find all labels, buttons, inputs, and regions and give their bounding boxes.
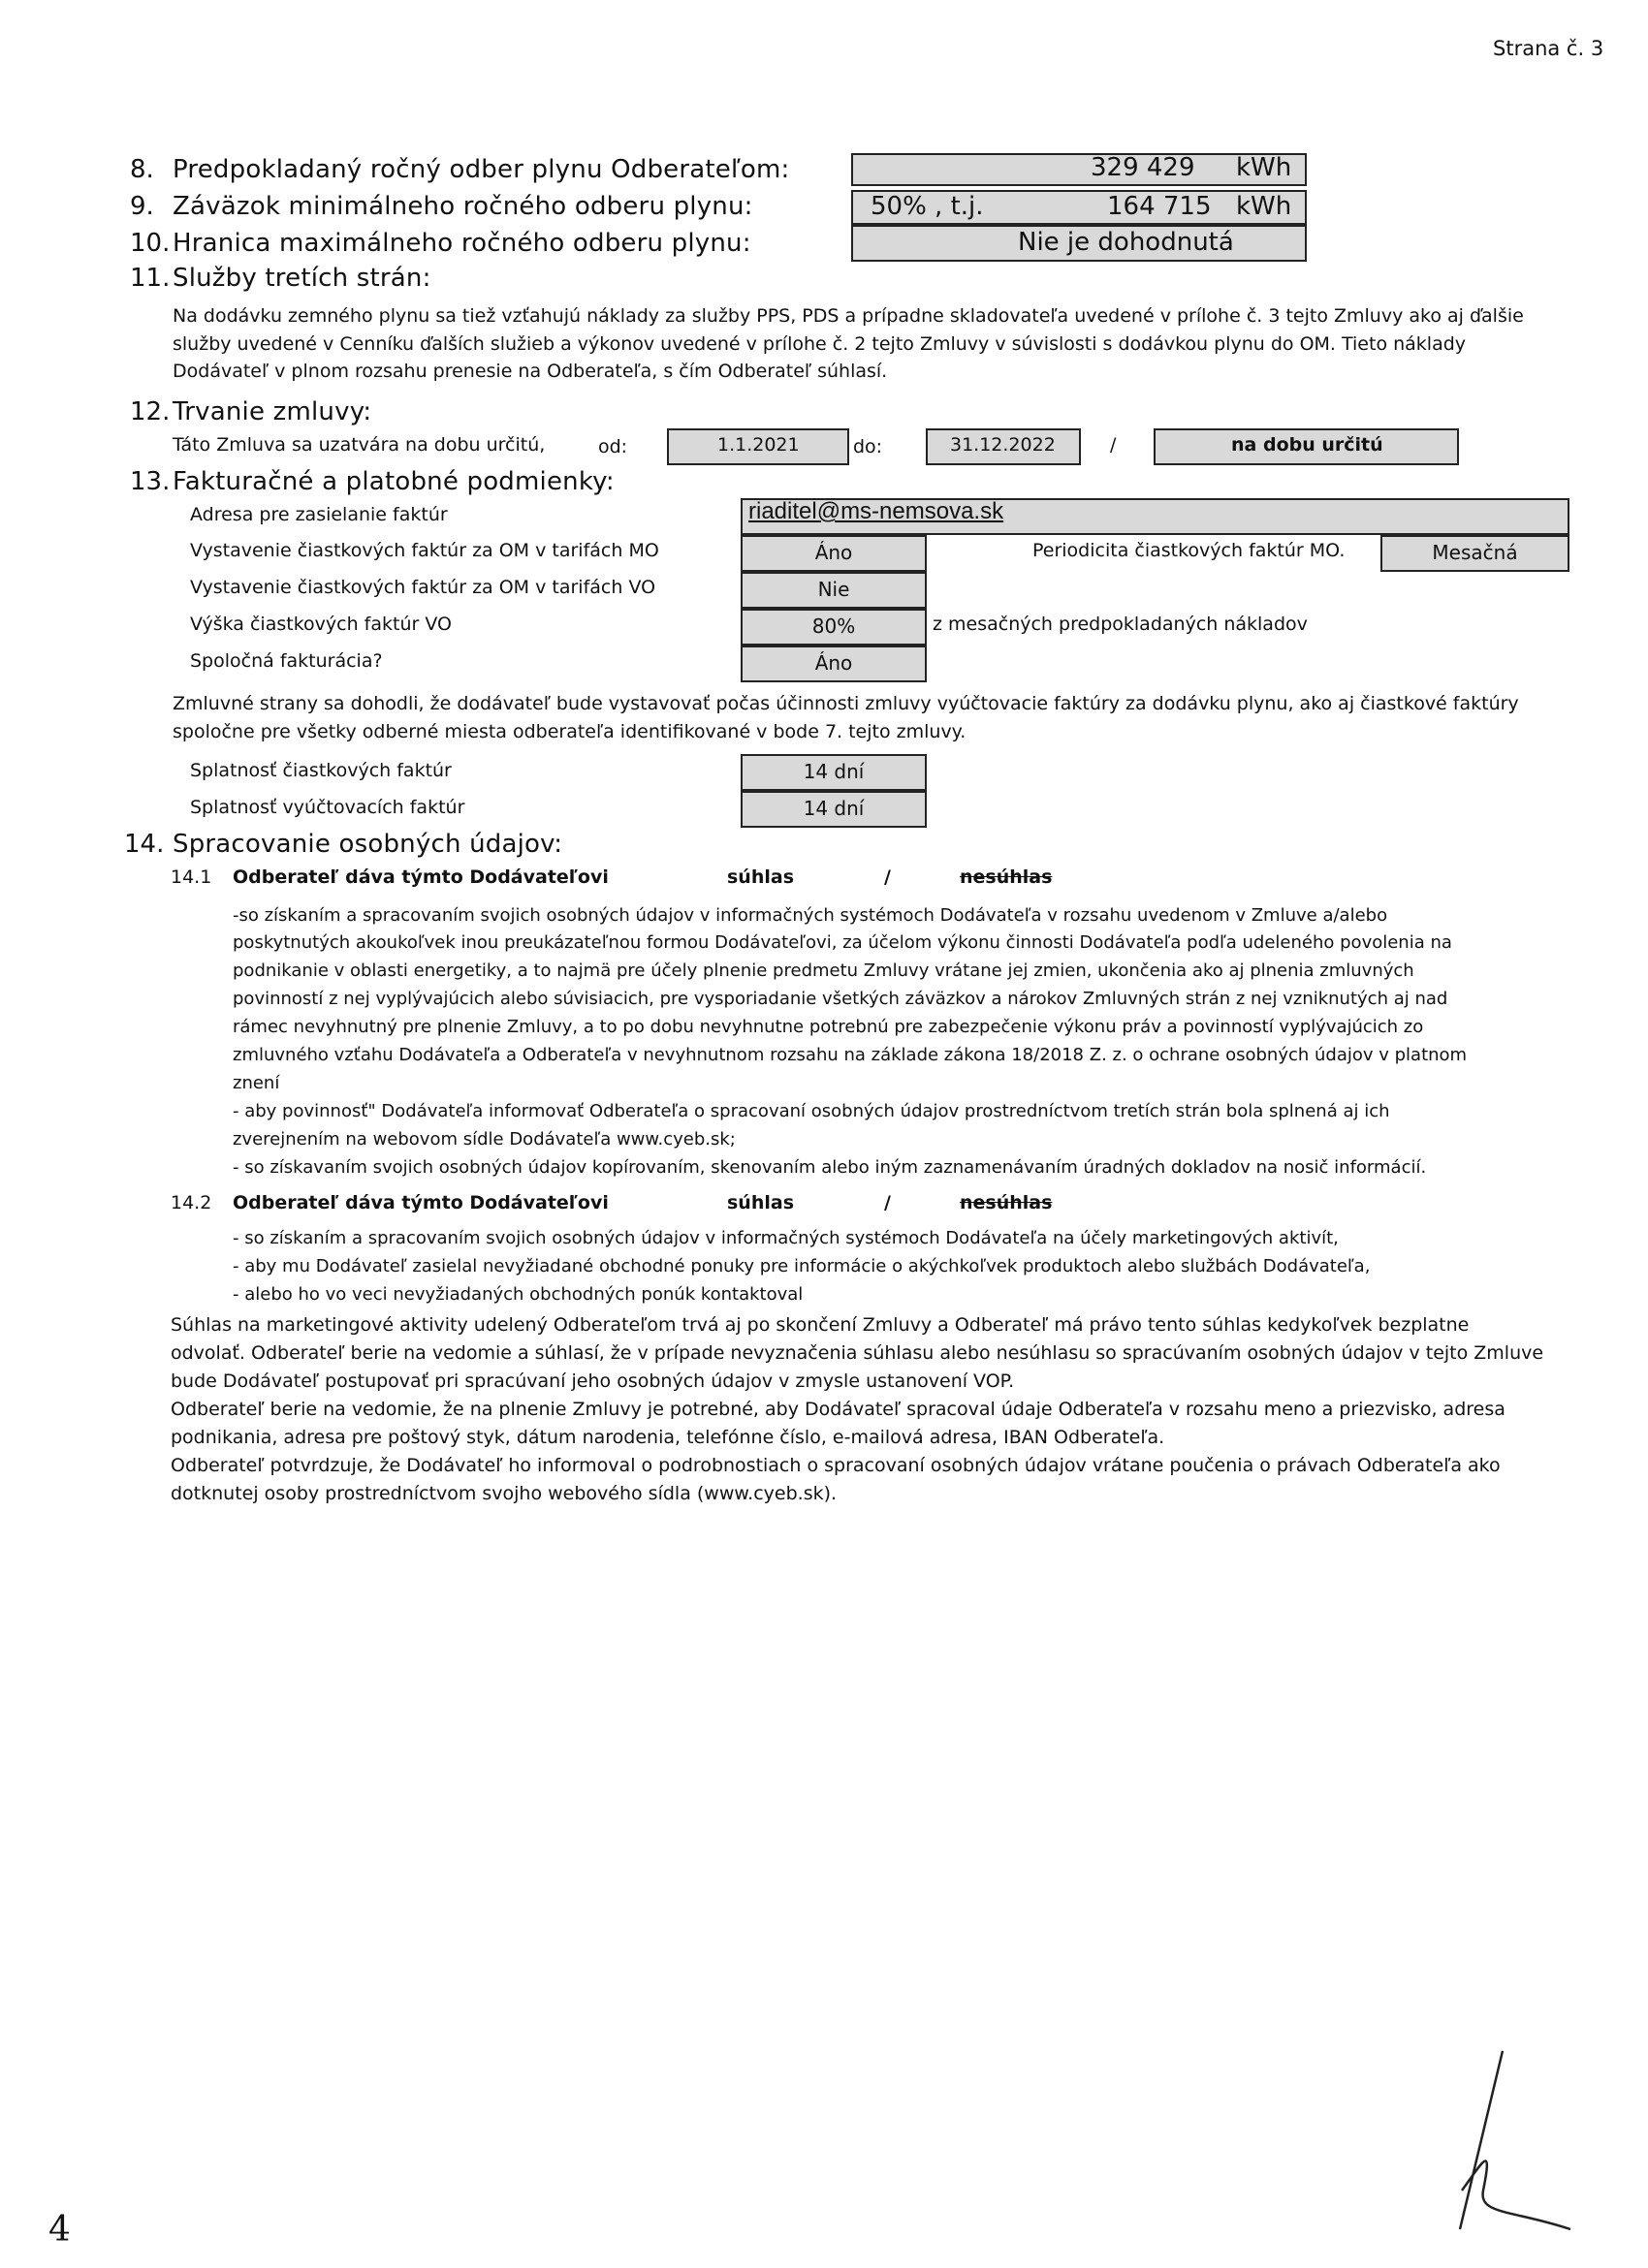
section-12-od-label: od: xyxy=(598,436,628,457)
billing-address-value: riaditel@ms-nemsova.sk xyxy=(748,498,1004,524)
section-10-label: Hranica maximálneho ročného odberu plynu: xyxy=(173,229,751,258)
mo-periodicity-value: Mesačná xyxy=(1432,541,1518,564)
vo-invoices-value: Nie xyxy=(817,578,850,601)
section-9-label: Záväzok minimálneho ročného odberu plynu: xyxy=(173,192,753,221)
page-mark: 4 xyxy=(48,2210,71,2250)
consent-141-line: zmluvného vzťahu Dodávateľa a Odberateľa v nevyhnutnom rozsahu na základe zákona 18/2018 Z. z. o ochrane osobných údajov v platnom xyxy=(233,1045,1468,1065)
consent-141-line: -so získaním a spracovaním svojich osobných údajov v informačných systémoch Dodávateľa v rozsahu uvedenom v Zmluve a/alebo xyxy=(233,905,1388,926)
vo-amount-suffix: z mesačných predpokladaných nákladov xyxy=(933,614,1308,635)
section-14-2-disagree: nesúhlas xyxy=(960,1192,1053,1213)
joint-billing-value: Áno xyxy=(814,651,853,675)
section-14-1-slash: / xyxy=(884,866,891,888)
section-8-label: Predpokladaný ročný odber plynu Odberateľom: xyxy=(173,155,790,184)
section-14-1-agree: súhlas xyxy=(727,866,795,888)
final-due-label: Splatnosť vyúčtovacích faktúr xyxy=(190,797,465,818)
joint-billing-label: Spoločná fakturácia? xyxy=(190,650,383,672)
closing-line: bude Dodávateľ postupovať pri spracúvaní jeho osobných údajov v zmysle ustanovení VOP. xyxy=(171,1370,1015,1392)
section-8-value: 329 429 xyxy=(1091,153,1195,182)
section-12-do-label: do: xyxy=(853,436,883,457)
closing-line: podnikania, adresa pre poštový styk, dátum narodenia, telefónne číslo, e-mailová adresa, IBAN Odberateľa. xyxy=(171,1427,1165,1448)
section-14-number: 14. xyxy=(124,830,165,859)
vo-amount-label: Výška čiastkových faktúr VO xyxy=(190,614,452,635)
section-12-do-value: 31.12.2022 xyxy=(950,434,1056,456)
consent-141-line: - aby povinnosť" Dodávateľa informovať Odberateľa o spracovaní osobných údajov prostredníctvom tretích strán bola splnená aj ich xyxy=(233,1101,1390,1121)
section-11-number: 11. xyxy=(130,264,171,293)
section-9-value: 164 715 xyxy=(1107,192,1212,221)
consent-141-line: poskytnutých akoukoľvek inou preukázateľnou formou Dodávateľovi, za účelom výkonu činnosti Dodávateľa podľa udeleného povolenia na xyxy=(233,932,1452,953)
mo-invoices-label: Vystavenie čiastkových faktúr za OM v tarifách MO xyxy=(190,540,659,561)
consent-141-line: podnikanie v oblasti energetiky, a to najmä pre účely plnenie predmetu Zmluvy vrátane jej zmien, ukončenia ako aj plnenia zmluvných xyxy=(233,961,1414,981)
section-14-1-number: 14.1 xyxy=(171,866,212,888)
section-11-label: Služby tretích strán: xyxy=(173,264,431,293)
signature-image xyxy=(1425,2045,1580,2268)
section-14-2-slash: / xyxy=(884,1192,891,1213)
partial-due-label: Splatnosť čiastkových faktúr xyxy=(190,760,452,781)
section-10-number: 10. xyxy=(130,229,171,258)
section-8-number: 8. xyxy=(130,155,154,184)
consent-141-line: - so získavaním svojich osobných údajov kopírovaním, skenovaním alebo iným zaznamenávaním úradných dokladov na nosič informácií. xyxy=(233,1157,1427,1178)
section-14-2-number: 14.2 xyxy=(171,1192,212,1213)
section-12-slash: / xyxy=(1110,434,1117,456)
section-12-text: Táto Zmluva sa uzatvára na dobu určitú, xyxy=(173,434,546,456)
section-14-2-agree: súhlas xyxy=(727,1192,795,1213)
section-12-type-value: na dobu určitú xyxy=(1231,434,1383,456)
section-13-label: Fakturačné a platobné podmienky: xyxy=(173,467,615,496)
section-14-label: Spracovanie osobných údajov: xyxy=(173,830,563,859)
section-8-unit: kWh xyxy=(1236,153,1292,182)
section-9-unit: kWh xyxy=(1236,192,1292,221)
consent-142-line: - so získaním a spracovaním svojich osobných údajov v informačných systémoch Dodávateľa na účely marketingových aktivít, xyxy=(233,1228,1339,1248)
section-10-value: Nie je dohodnutá xyxy=(1018,228,1234,257)
mo-periodicity-label: Periodicita čiastkových faktúr MO. xyxy=(1032,540,1346,561)
closing-line: dotknutej osoby prostredníctvom svojho webového sídla (www.cyeb.sk). xyxy=(171,1483,838,1504)
final-due-value: 14 dní xyxy=(803,797,865,820)
consent-141-line: zverejnením na webovom sídle Dodávateľa www.cyeb.sk; xyxy=(233,1129,736,1150)
section-11-text: Na dodávku zemného plynu sa tiež vzťahujú náklady za služby PPS, PDS a prípadne skladovateľa uvedené v prílohe č. 3 tejto Zmluvy ako aj ďalšie služby uvedené v Cenníku ďalších služieb a výkonov uvedené v prílohe č. 2 tejto Zmluvy v súvislosti s dodávkou plynu do OM. Tieto náklady Dodávateľ v plnom rozsahu prenesie na Odberateľa, s čím Odberateľ súhlasí. xyxy=(173,305,1524,382)
section-14-2-label: Odberateľ dáva týmto Dodávateľovi xyxy=(233,1192,609,1213)
vo-amount-value: 80% xyxy=(811,614,856,638)
partial-due-value: 14 dní xyxy=(803,760,865,783)
section-12-number: 12. xyxy=(130,397,171,426)
mo-invoices-value: Áno xyxy=(814,541,853,564)
section-13-number: 13. xyxy=(130,467,171,496)
consent-142-line: - alebo ho vo veci nevyžiadaných obchodných ponúk kontaktoval xyxy=(233,1284,804,1305)
section-9-number: 9. xyxy=(130,192,154,221)
consent-142-line: - aby mu Dodávateľ zasielal nevyžiadané obchodné ponuky pre informácie o akýchkoľvek produktoch alebo službách Dodávateľa, xyxy=(233,1256,1371,1276)
closing-line: Odberateľ berie na vedomie, že na plnenie Zmluvy je potrebné, aby Dodávateľ spracoval údaje Odberateľa v rozsahu meno a priezvisko, adresa xyxy=(171,1399,1505,1420)
section-9-percent: 50% , t.j. xyxy=(871,192,984,221)
billing-paragraph: Zmluvné strany sa dohodli, že dodávateľ bude vystavovať počas účinnosti zmluvy vyúčtovacie faktúry za dodávku plynu, ako aj čiastkové faktúry spoločne pre všetky odberné miesta odberateľa identifikované v bode 7. tejto zmluvy. xyxy=(173,693,1519,742)
consent-141-line: rámec nevyhnutný pre plnenie Zmluvy, a to po dobu nevyhnutne potrebnú pre zabezpečenie výkonu práv a povinností vyplývajúcich zo xyxy=(233,1017,1424,1037)
closing-line: Odberateľ potvrdzuje, že Dodávateľ ho informoval o podrobnostiach o spracovaní osobných údajov vrátane poučenia o právach Odberateľa ako xyxy=(171,1455,1501,1476)
billing-address-label: Adresa pre zasielanie faktúr xyxy=(190,504,448,525)
section-14-1-disagree: nesúhlas xyxy=(960,866,1053,888)
section-12-od-value: 1.1.2021 xyxy=(717,434,800,456)
vo-invoices-label: Vystavenie čiastkových faktúr za OM v tarifách VO xyxy=(190,577,656,598)
section-12-label: Trvanie zmluvy: xyxy=(173,397,372,426)
page-number: Strana č. 3 xyxy=(1493,37,1604,60)
closing-line: odvolať. Odberateľ berie na vedomie a súhlasí, že v prípade nevyznačenia súhlasu alebo nesúhlasu so spracúvaním osobných údajov v tejto Zmluve xyxy=(171,1342,1544,1364)
section-14-1-label: Odberateľ dáva týmto Dodávateľovi xyxy=(233,866,609,888)
closing-line: Súhlas na marketingové aktivity udelený Odberateľom trvá aj po skončení Zmluvy a Odberateľ má právo tento súhlas kedykoľvek bezplatne xyxy=(171,1314,1470,1336)
consent-141-line: povinností z nej vyplývajúcich alebo súvisiacich, pre vysporiadanie všetkých záväzkov a nárokov Zmluvných strán z nej vzniknutých aj nad xyxy=(233,989,1448,1009)
consent-141-line: znení xyxy=(233,1073,280,1093)
